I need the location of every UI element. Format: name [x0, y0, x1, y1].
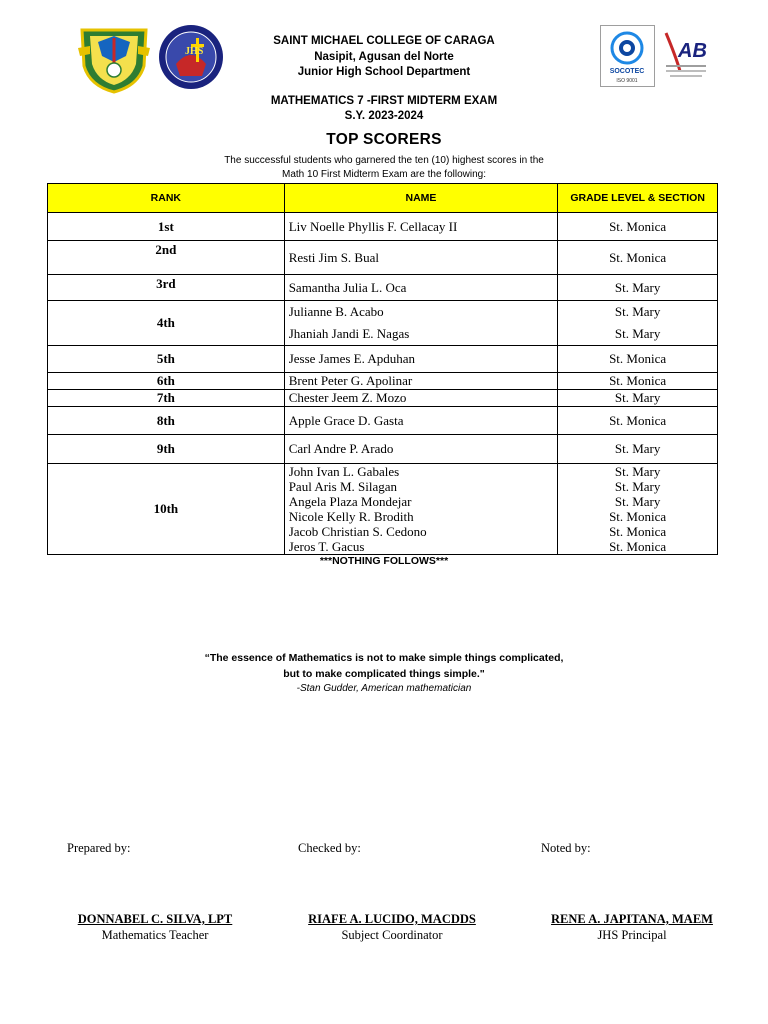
- prepared-signatory: [45, 911, 265, 943]
- student-section: St. Mary: [614, 494, 661, 509]
- quote-line-2: but to make complicated things simple.": [283, 668, 485, 680]
- table-header-row: [48, 184, 718, 213]
- nothing-follows: ***NOTHING FOLLOWS***: [319, 555, 449, 567]
- table-row: [48, 373, 718, 390]
- student-section: St. Monica: [609, 509, 667, 524]
- student-name: Paul Aris M. Silagan: [288, 479, 398, 494]
- name-cell: Samantha Julia L. Oca: [284, 275, 558, 301]
- description: [0, 154, 768, 181]
- column-header-section: GRADE LEVEL & SECTION: [558, 184, 718, 213]
- rank-cell: 10th: [48, 464, 285, 555]
- exam-header: [0, 94, 768, 124]
- noted-name: RENE A. JAPITANA, MAEM: [551, 912, 713, 926]
- iab-text: AB: [678, 40, 707, 62]
- column-header-rank: RANK: [48, 184, 285, 213]
- checked-signatory: [282, 911, 502, 943]
- rank-cell: 6th: [48, 373, 285, 390]
- column-header-name: NAME: [284, 184, 558, 213]
- student-section: St. Mary: [614, 304, 661, 319]
- table-row: [48, 346, 718, 373]
- rank-cell: 3rd: [48, 275, 285, 301]
- section-cell: St. Monica: [558, 346, 718, 373]
- rank-cell: 7th: [48, 390, 285, 407]
- student-name: Jacob Christian S. Cedono: [288, 524, 427, 539]
- student-section: St. Mary: [614, 464, 661, 479]
- name-cell: Brent Peter G. Apolinar: [284, 373, 558, 390]
- name-cell: [284, 464, 558, 555]
- department-name: Junior High School Department: [297, 66, 471, 78]
- quote-block: [0, 650, 768, 695]
- name-cell: Resti Jim S. Bual: [284, 241, 558, 275]
- noted-by-label: Noted by:: [541, 841, 591, 855]
- noted-signatory: [522, 911, 742, 943]
- rank-cell: 2nd: [48, 241, 285, 275]
- prepared-by-label: Prepared by:: [67, 841, 131, 855]
- section-cell: [558, 301, 718, 346]
- prepared-position: Mathematics Teacher: [101, 928, 209, 942]
- prepared-name: DONNABEL C. SILVA, LPT: [77, 912, 233, 926]
- table-row: [48, 241, 718, 275]
- jhs-logo-text: JHS: [185, 46, 204, 57]
- section-cell: St. Mary: [558, 435, 718, 464]
- noted-position: JHS Principal: [597, 928, 667, 942]
- table-row: [48, 390, 718, 407]
- rank-cell: 5th: [48, 346, 285, 373]
- section-cell: St. Monica: [558, 407, 718, 435]
- student-section: St. Mary: [614, 479, 661, 494]
- student-section: St. Mary: [614, 326, 661, 341]
- table-row: [48, 275, 718, 301]
- quote-attribution: -Stan Gudder, American mathematician: [296, 683, 472, 694]
- rank-cell: 4th: [48, 301, 285, 346]
- description-line-1: The successful students who garnered the ten (10) highest scores in the: [224, 155, 544, 166]
- student-name: Jeros T. Gacus: [288, 539, 365, 554]
- name-cell: Jesse James E. Apduhan: [284, 346, 558, 373]
- student-section: St. Monica: [609, 524, 667, 539]
- rank-cell: 1st: [48, 213, 285, 241]
- name-cell: Liv Noelle Phyllis F. Cellacay II: [284, 213, 558, 241]
- table-row: [48, 407, 718, 435]
- student-name: John Ivan L. Gabales: [288, 464, 400, 479]
- quote-line-1: “The essence of Mathematics is not to make simple things complicated,: [204, 652, 564, 664]
- top-scorers-table: [47, 183, 718, 555]
- page-title-wrap: [0, 131, 768, 149]
- checked-position: Subject Coordinator: [341, 928, 443, 942]
- checked-name: RIAFE A. LUCIDO, MACDDS: [308, 912, 476, 926]
- section-cell: St. Mary: [558, 275, 718, 301]
- page-title: TOP SCORERS: [326, 131, 442, 148]
- iso-text: ISO 9001: [616, 78, 638, 84]
- student-name: Angela Plaza Mondejar: [288, 494, 412, 509]
- socotec-text: SOCOTEC: [609, 68, 645, 75]
- table-row: [48, 301, 718, 346]
- checked-by-label: Checked by:: [298, 841, 361, 855]
- name-cell: Chester Jeem Z. Mozo: [284, 390, 558, 407]
- section-cell: St. Monica: [558, 213, 718, 241]
- rank-cell: 8th: [48, 407, 285, 435]
- table-row: [48, 464, 718, 555]
- name-cell: Apple Grace D. Gasta: [284, 407, 558, 435]
- table-row: [48, 435, 718, 464]
- rank-cell: 9th: [48, 435, 285, 464]
- exam-title: MATHEMATICS 7 -FIRST MIDTERM EXAM: [270, 95, 498, 107]
- student-name: Nicole Kelly R. Brodith: [288, 509, 414, 524]
- name-cell: [284, 301, 558, 346]
- section-cell: St. Monica: [558, 373, 718, 390]
- section-cell: St. Mary: [558, 390, 718, 407]
- student-name: Julianne B. Acabo: [288, 304, 384, 319]
- description-line-2: Math 10 First Midterm Exam are the following:: [282, 168, 486, 180]
- student-section: St. Monica: [609, 539, 667, 554]
- school-year: S.Y. 2023-2024: [344, 110, 424, 122]
- school-name: SAINT MICHAEL COLLEGE OF CARAGA: [273, 35, 495, 47]
- name-cell: Carl Andre P. Arado: [284, 435, 558, 464]
- student-name: Jhaniah Jandi E. Nagas: [288, 326, 410, 341]
- table-row: [48, 213, 718, 241]
- school-header: [0, 34, 768, 81]
- section-cell: St. Monica: [558, 241, 718, 275]
- school-address: Nasipit, Agusan del Norte: [314, 50, 454, 63]
- section-cell: [558, 464, 718, 555]
